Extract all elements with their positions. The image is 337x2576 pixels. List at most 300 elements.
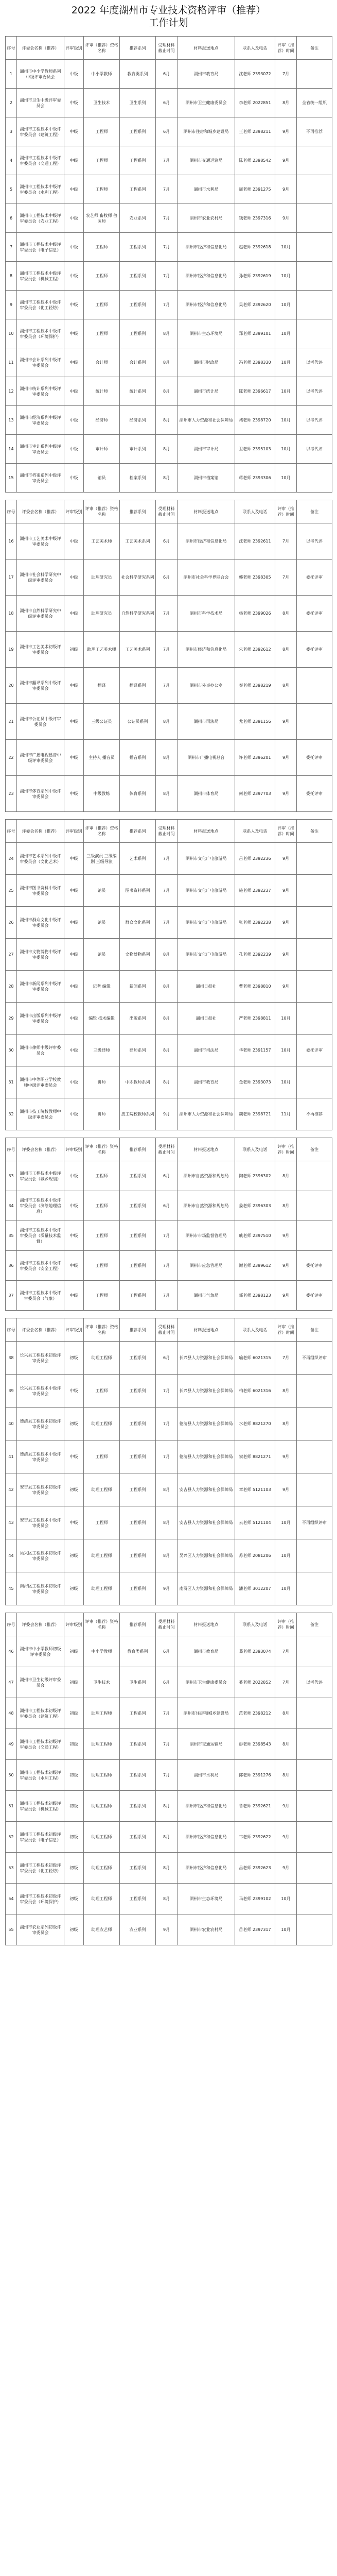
table-cell: 39 xyxy=(6,1375,17,1408)
table-cell: 10月 xyxy=(275,319,297,348)
table-cell: 50 xyxy=(6,1760,17,1791)
table-cell: 湖州市工程技术初级评审委员会（机械工程） xyxy=(17,1791,64,1822)
table-cell: 体育系列 xyxy=(120,776,156,812)
plan-section xyxy=(5,1318,332,1605)
column-header: 评审级别 xyxy=(64,500,84,523)
table-cell: 工程系列 xyxy=(120,175,156,204)
table-cell: 委托评审 xyxy=(297,632,332,668)
table-cell: 工程师 xyxy=(84,1161,120,1191)
table-row xyxy=(6,406,332,435)
table-cell xyxy=(297,1539,332,1572)
table-cell: 初级 xyxy=(64,1539,84,1572)
table-cell: 7月 xyxy=(156,1251,178,1281)
table-cell: 湖州市工程技术中级评审委员会（安全工程） xyxy=(17,1251,64,1281)
table-cell: 工程系列 xyxy=(120,1473,156,1506)
table-cell: 10月 xyxy=(275,406,297,435)
table-cell: 25 xyxy=(6,875,17,907)
table-cell: 湖州市农业农村局 xyxy=(178,1914,235,1945)
table-cell: 安吉县人力资源和社会保障局 xyxy=(178,1473,235,1506)
table-cell: 37 xyxy=(6,1281,17,1311)
table-cell: 44 xyxy=(6,1539,17,1572)
table-cell: 湖州市中小学教师系列中级评审委员会 xyxy=(17,60,64,89)
table-cell: 8 xyxy=(6,262,17,291)
table-cell: 8月 xyxy=(156,406,178,435)
table-cell: 湖州市统计系列中级评审委员会 xyxy=(17,377,64,406)
table-cell: 吴老师 2392620 xyxy=(235,291,275,319)
table-cell: 德清县工程技术初级评审委员会 xyxy=(17,1408,64,1440)
table-cell: 中级 xyxy=(64,233,84,262)
column-header: 评审级别 xyxy=(64,1318,84,1342)
table-cell: 周老师 2391275 xyxy=(235,175,275,204)
table-cell xyxy=(297,1698,332,1729)
column-header: 序号 xyxy=(6,1613,17,1636)
table-header-row xyxy=(6,820,332,843)
table-cell: 9月 xyxy=(275,1822,297,1853)
table-cell: 湖州市教育局 xyxy=(178,60,235,89)
table-cell: 工程师 xyxy=(84,1440,120,1473)
table-cell: 农业系列 xyxy=(120,204,156,233)
table-cell: 8月 xyxy=(156,704,178,740)
table-cell: 8月 xyxy=(275,1698,297,1729)
table-cell: 彭老师 2398543 xyxy=(235,1729,275,1760)
table-cell: 湖州市工艺美术初级评审委员会 xyxy=(17,632,64,668)
table-cell: 3 xyxy=(6,117,17,146)
table-cell: 水老师 8821270 xyxy=(235,1408,275,1440)
table-row xyxy=(6,1506,332,1539)
column-header: 备注 xyxy=(297,500,332,523)
table-row xyxy=(6,875,332,907)
column-header: 联系人及电话 xyxy=(235,37,275,60)
table-cell: 10月 xyxy=(275,464,297,493)
table-cell: 7月 xyxy=(156,204,178,233)
table-cell: 湖州市工程技术中级评审委员会（气象） xyxy=(17,1281,64,1311)
table-cell: 工程系列 xyxy=(120,1853,156,1884)
column-header: 备注 xyxy=(297,820,332,843)
table-cell: 湖州市会计系列中级评审委员会 xyxy=(17,348,64,377)
table-cell: 助理工程师 xyxy=(84,1572,120,1605)
table-cell: 全省统一组织 xyxy=(297,89,332,117)
table-cell: 不再组织评审 xyxy=(297,1506,332,1539)
table-cell: 41 xyxy=(6,1440,17,1473)
table-cell: 8月 xyxy=(156,1539,178,1572)
table-cell: 湖州市交通运输局 xyxy=(178,1729,235,1760)
column-header: 推荐系列 xyxy=(120,1613,156,1636)
table-cell: 8月 xyxy=(156,1884,178,1914)
table-cell xyxy=(297,464,332,493)
column-header: 受理材料截止时间 xyxy=(156,37,178,60)
table-cell: 初级 xyxy=(64,1636,84,1667)
table-cell: 助理工程师 xyxy=(84,1539,120,1572)
table-row xyxy=(6,1667,332,1698)
table-cell: 南浔区工程技术初级评审委员会 xyxy=(17,1572,64,1605)
table-cell: 翻译 xyxy=(84,668,120,704)
table-cell: 工程系列 xyxy=(120,1440,156,1473)
table-cell: 47 xyxy=(6,1667,17,1698)
column-header: 材料报送地点 xyxy=(178,1318,235,1342)
table-cell xyxy=(297,668,332,704)
table-cell: 8月 xyxy=(156,1003,178,1035)
table-cell: 安吉县工程技术中级评审委员会 xyxy=(17,1506,64,1539)
table-cell: 8月 xyxy=(156,1473,178,1506)
table-cell: 中级 xyxy=(64,1066,84,1098)
table-cell: 施老师 2392237 xyxy=(235,875,275,907)
table-cell: 46 xyxy=(6,1636,17,1667)
table-cell: 湖州市统计局 xyxy=(178,377,235,406)
table-cell: 湖州市财政局 xyxy=(178,348,235,377)
column-header: 受理材料截止时间 xyxy=(156,1138,178,1161)
table-cell: 湖州市文物博物中级评审委员会 xyxy=(17,939,64,971)
table-cell: 湖州市卫生中级评审委员会 xyxy=(17,89,64,117)
table-cell: 8月 xyxy=(156,319,178,348)
table-cell: 湖州市公证员中级评审委员会 xyxy=(17,704,64,740)
table-cell: 工程系列 xyxy=(120,117,156,146)
table-cell: 奚老师 2022852 xyxy=(235,1667,275,1698)
table-cell: 翻译系列 xyxy=(120,668,156,704)
table-cell: 湖州市广播电视总台 xyxy=(178,740,235,776)
table-cell: 统计师 xyxy=(84,377,120,406)
table-cell: 湖州市出版系列中级评审委员会 xyxy=(17,1003,64,1035)
table-cell: 张老师 2392238 xyxy=(235,907,275,939)
table-cell: 湖州市工程技术中级评审委员会（农业工程） xyxy=(17,204,64,233)
table-cell: 中级 xyxy=(64,1281,84,1311)
table-cell: 6月 xyxy=(156,560,178,596)
table-cell: 工程系列 xyxy=(120,1251,156,1281)
table-cell: 9月 xyxy=(275,175,297,204)
table-cell: 工艺美术系列 xyxy=(120,523,156,560)
table-cell: 7月 xyxy=(156,175,178,204)
table-cell: 8月 xyxy=(156,348,178,377)
table-cell: 湖州市经济和信息化局 xyxy=(178,233,235,262)
table-cell: 8月 xyxy=(275,89,297,117)
table-row xyxy=(6,89,332,117)
table-cell: 23 xyxy=(6,776,17,812)
table-cell: 8月 xyxy=(156,776,178,812)
table-cell: 6月 xyxy=(156,523,178,560)
table-cell xyxy=(297,262,332,291)
table-cell: 农艺师 畜牧师 兽医师 xyxy=(84,204,120,233)
table-cell: 湖州市经济和信息化局 xyxy=(178,632,235,668)
table-cell: 7月 xyxy=(156,1408,178,1440)
table-cell: 湖州市技工院校教师中级评审委员会 xyxy=(17,1098,64,1130)
table-row xyxy=(6,1853,332,1884)
table-row xyxy=(6,60,332,89)
table-cell: 27 xyxy=(6,939,17,971)
table-cell: 8月 xyxy=(156,1791,178,1822)
table-cell: 7月 xyxy=(156,907,178,939)
table-cell: 工程系列 xyxy=(120,1375,156,1408)
table-cell: 魏老师 2398721 xyxy=(235,1098,275,1130)
table-cell: 初级 xyxy=(64,1698,84,1729)
table-cell: 湖州市司法局 xyxy=(178,704,235,740)
table-cell xyxy=(297,1003,332,1035)
table-cell: 工程系列 xyxy=(120,1791,156,1822)
document-title xyxy=(0,0,337,29)
column-header: 评委会名称（推荐） xyxy=(17,1613,64,1636)
table-cell: 工程系列 xyxy=(120,233,156,262)
table-cell: 7月 xyxy=(156,1375,178,1408)
table-cell xyxy=(297,1791,332,1822)
table-cell: 6 xyxy=(6,204,17,233)
table-cell: 中级 xyxy=(64,175,84,204)
table-cell: 工艺美术系列 xyxy=(120,632,156,668)
table-cell: 工程系列 xyxy=(120,1342,156,1375)
table-cell: 卫生系列 xyxy=(120,89,156,117)
table-cell: 10月 xyxy=(275,1003,297,1035)
column-header: 联系人及电话 xyxy=(235,1613,275,1636)
table-cell xyxy=(297,875,332,907)
table-cell: 工程系列 xyxy=(120,1698,156,1729)
title-line-2: 工作计划 xyxy=(149,17,188,28)
table-cell: 18 xyxy=(6,596,17,632)
table-cell: 10月 xyxy=(275,348,297,377)
column-header: 序号 xyxy=(6,500,17,523)
table-cell: 湖州市工程技术中级评审委员会（质量技术监督） xyxy=(17,1221,64,1251)
plan-section xyxy=(5,1613,332,1945)
table-cell: 初级 xyxy=(64,1408,84,1440)
table-cell: 8月 xyxy=(275,632,297,668)
table-cell: 郎老师 2391276 xyxy=(235,1760,275,1791)
table-row xyxy=(6,1098,332,1130)
table-cell: 记者 编辑 xyxy=(84,971,120,1003)
table-cell: 中级 xyxy=(64,319,84,348)
table-cell: 湖州市工程技术中级评审委员会（电子信息） xyxy=(17,233,64,262)
table-cell: 53 xyxy=(6,1853,17,1884)
table-row xyxy=(6,262,332,291)
table-cell: 8月 xyxy=(275,596,297,632)
table-cell: 初级 xyxy=(64,1572,84,1605)
table-cell: 湖州市工程技术中级评审委员会（交通工程） xyxy=(17,146,64,175)
table-cell: 公证员系列 xyxy=(120,704,156,740)
table-cell: 档案系列 xyxy=(120,464,156,493)
table-cell: 柏老师 6021316 xyxy=(235,1375,275,1408)
table-row xyxy=(6,1636,332,1667)
table-cell: 6月 xyxy=(156,1636,178,1667)
table-cell: 陈老师 2396617 xyxy=(235,377,275,406)
table-cell: 9月 xyxy=(275,204,297,233)
table-cell: 不再推荐 xyxy=(297,1098,332,1130)
table-cell: 20 xyxy=(6,668,17,704)
table-cell: 52 xyxy=(6,1822,17,1853)
column-header: 备注 xyxy=(297,1613,332,1636)
table-row xyxy=(6,1760,332,1791)
table-row xyxy=(6,632,332,668)
table-cell: 4 xyxy=(6,146,17,175)
table-cell: 14 xyxy=(6,435,17,464)
table-cell: 工程系列 xyxy=(120,1161,156,1191)
table-cell: 7月 xyxy=(156,1760,178,1791)
table-cell: 湖州市教育局 xyxy=(178,1636,235,1667)
table-cell: 9月 xyxy=(275,1281,297,1311)
table-cell: 王老师 2398211 xyxy=(235,117,275,146)
table-row xyxy=(6,1729,332,1760)
table-cell: 苗老师 2397317 xyxy=(235,1914,275,1945)
table-cell: 不再推荐 xyxy=(297,117,332,146)
table-cell: 经济师 xyxy=(84,406,120,435)
table-cell: 吴兴区人力资源和社会保障局 xyxy=(178,1539,235,1572)
table-cell: 工程系列 xyxy=(120,1822,156,1853)
table-cell: 7月 xyxy=(156,668,178,704)
table-cell: 馆员 xyxy=(84,939,120,971)
table-cell: 吴兴区工程技术初级评审委员会 xyxy=(17,1539,64,1572)
table-cell: 委托评审 xyxy=(297,1251,332,1281)
table-cell: 湖州市科学技术局 xyxy=(178,596,235,632)
table-cell: 30 xyxy=(6,1035,17,1066)
table-cell: 以考代评 xyxy=(297,523,332,560)
table-cell: 工程系列 xyxy=(120,146,156,175)
table-cell: 讲师 xyxy=(84,1098,120,1130)
table-cell: 湖州市工程技术初级评审委员会（交通工程） xyxy=(17,1729,64,1760)
table-cell: 秦老师 2398219 xyxy=(235,668,275,704)
table-cell: 湖州市工程技术中级评审委员会（机械工程） xyxy=(17,262,64,291)
table-cell: 助理工程师 xyxy=(84,1760,120,1791)
table-cell: 6月 xyxy=(156,1191,178,1221)
table-header-row xyxy=(6,37,332,60)
table-cell: 10月 xyxy=(275,435,297,464)
table-cell: 中级 xyxy=(64,1191,84,1221)
table-cell: 湖州市文化广电旅游局 xyxy=(178,907,235,939)
table-cell: 许老师 2396201 xyxy=(235,740,275,776)
table-cell: 12 xyxy=(6,377,17,406)
table-cell: 工程师 xyxy=(84,175,120,204)
table-cell: 湖州市工程技术中级评审委员会（环境保护） xyxy=(17,319,64,348)
table-cell: 中级 xyxy=(64,1251,84,1281)
table-cell: 6月 xyxy=(156,1667,178,1698)
table-cell: 中级 xyxy=(64,60,84,89)
table-cell: 中级 xyxy=(64,1221,84,1251)
table-cell: 初级 xyxy=(64,1791,84,1822)
table-cell: 湖州市司法局 xyxy=(178,1035,235,1066)
table-row xyxy=(6,1473,332,1506)
table-cell: 湖州市工程技术初级评审委员会（环境保护） xyxy=(17,1884,64,1914)
table-cell: 16 xyxy=(6,523,17,560)
table-cell: 社会科学研究系列 xyxy=(120,560,156,596)
table-row xyxy=(6,1375,332,1408)
table-cell: 38 xyxy=(6,1342,17,1375)
table-cell: 助理研究员 xyxy=(84,560,120,596)
table-cell: 潘老师 3012207 xyxy=(235,1572,275,1605)
table-cell: 中职教师系列 xyxy=(120,1066,156,1098)
table-cell: 湖州市交通运输局 xyxy=(178,146,235,175)
table-cell: 中级 xyxy=(64,971,84,1003)
table-cell: 初级 xyxy=(64,1760,84,1791)
table-cell: 6月 xyxy=(156,117,178,146)
table-cell: 卫生技术 xyxy=(84,89,120,117)
table-cell: 湖州日报社 xyxy=(178,1003,235,1035)
table-cell: 湖州市经济和信息化局 xyxy=(178,1853,235,1884)
table-cell: 工艺美术师 xyxy=(84,523,120,560)
column-header: 联系人及电话 xyxy=(235,1318,275,1342)
title-line-1: 2022 年度湖州市专业技术资格评审（推荐） xyxy=(71,5,266,16)
table-cell: 钱老师 2397316 xyxy=(235,204,275,233)
table-cell: 10 xyxy=(6,319,17,348)
table-cell: 湖州市经济系列中级评审委员会 xyxy=(17,406,64,435)
table-cell: 6月 xyxy=(156,1161,178,1191)
table-cell: 6月 xyxy=(156,89,178,117)
table-cell: 安吉县工程技术初级评审委员会 xyxy=(17,1473,64,1506)
table-cell: 7月 xyxy=(156,233,178,262)
table-cell: 湖州市人力资源和社会保障局 xyxy=(178,406,235,435)
table-cell: 中级 xyxy=(64,776,84,812)
table-cell: 以考代评 xyxy=(297,377,332,406)
table-cell: 工程师 xyxy=(84,262,120,291)
table-header-row xyxy=(6,1613,332,1636)
table-cell: 湖州市体育系列中级评审委员会 xyxy=(17,776,64,812)
table-cell: 会计系列 xyxy=(120,348,156,377)
table-cell: 湖州市审计系列中级评审委员会 xyxy=(17,435,64,464)
table-cell: 三级律师 xyxy=(84,1035,120,1066)
table-cell: 陶老师 2396302 xyxy=(235,1161,275,1191)
table-cell: 中级 xyxy=(64,843,84,875)
table-cell: 三级公证员 xyxy=(84,704,120,740)
table-cell: 以考代评 xyxy=(297,1667,332,1698)
table-cell: 湖州市生态环境局 xyxy=(178,1884,235,1914)
plan-table xyxy=(5,819,332,1130)
table-cell: 工程师 xyxy=(84,319,120,348)
column-header: 受理材料截止时间 xyxy=(156,1318,178,1342)
table-cell: 湖州市工程技术中级评审委员会（水利工程） xyxy=(17,175,64,204)
table-cell: 湖州市新闻系列中级评审委员会 xyxy=(17,971,64,1003)
table-row xyxy=(6,175,332,204)
plan-table xyxy=(5,1613,332,1945)
plan-table xyxy=(5,36,332,493)
table-cell: 初级 xyxy=(64,632,84,668)
table-cell xyxy=(297,1729,332,1760)
table-cell: 工程系列 xyxy=(120,1729,156,1760)
table-cell: 7月 xyxy=(156,146,178,175)
table-cell: 金老师 2393073 xyxy=(235,1066,275,1098)
column-header: 评委会名称（推荐） xyxy=(17,1318,64,1342)
table-cell: 42 xyxy=(6,1473,17,1506)
table-cell: 韦老师 2392622 xyxy=(235,1822,275,1853)
table-cell: 卫老师 2395103 xyxy=(235,435,275,464)
table-cell: 沈老师 2392611 xyxy=(235,523,275,560)
table-cell: 播音系列 xyxy=(120,740,156,776)
table-cell: 卫生技术 xyxy=(84,1667,120,1698)
table-cell: 湖州市文化广电旅游局 xyxy=(178,939,235,971)
table-row xyxy=(6,348,332,377)
table-cell: 湖州市中等职业学校教师中级评审委员会 xyxy=(17,1066,64,1098)
table-cell: 会计师 xyxy=(84,348,120,377)
table-row xyxy=(6,1221,332,1251)
table-cell: 戚老师 2397510 xyxy=(235,1221,275,1251)
table-cell: 助理工程师 xyxy=(84,1408,120,1440)
table-cell: 9月 xyxy=(275,1791,297,1822)
table-cell: 技工院校教师系列 xyxy=(120,1098,156,1130)
table-cell: 冯老师 2398330 xyxy=(235,348,275,377)
column-header: 评审（推荐）时间 xyxy=(275,37,297,60)
table-cell: 工程系列 xyxy=(120,1506,156,1539)
table-row xyxy=(6,1572,332,1605)
table-cell: 7月 xyxy=(275,1342,297,1375)
column-header: 评审（推荐）时间 xyxy=(275,820,297,843)
table-cell: 初级 xyxy=(64,1342,84,1375)
table-cell: 助理工程师 xyxy=(84,1729,120,1760)
table-cell: 陈老师 2398542 xyxy=(235,146,275,175)
table-cell xyxy=(297,319,332,348)
table-cell: 初级 xyxy=(64,1667,84,1698)
table-row xyxy=(6,1003,332,1035)
table-cell: 10月 xyxy=(275,1539,297,1572)
table-cell: 21 xyxy=(6,704,17,740)
table-cell: 40 xyxy=(6,1408,17,1440)
table-cell: 32 xyxy=(6,1098,17,1130)
plan-section xyxy=(5,36,332,493)
table-cell xyxy=(297,204,332,233)
table-cell: 昌老师 2392623 xyxy=(235,1853,275,1884)
table-cell: 喻老师 6021315 xyxy=(235,1342,275,1375)
table-cell: 湖州市市场监督管理局 xyxy=(178,1221,235,1251)
table-cell: 中级 xyxy=(64,146,84,175)
